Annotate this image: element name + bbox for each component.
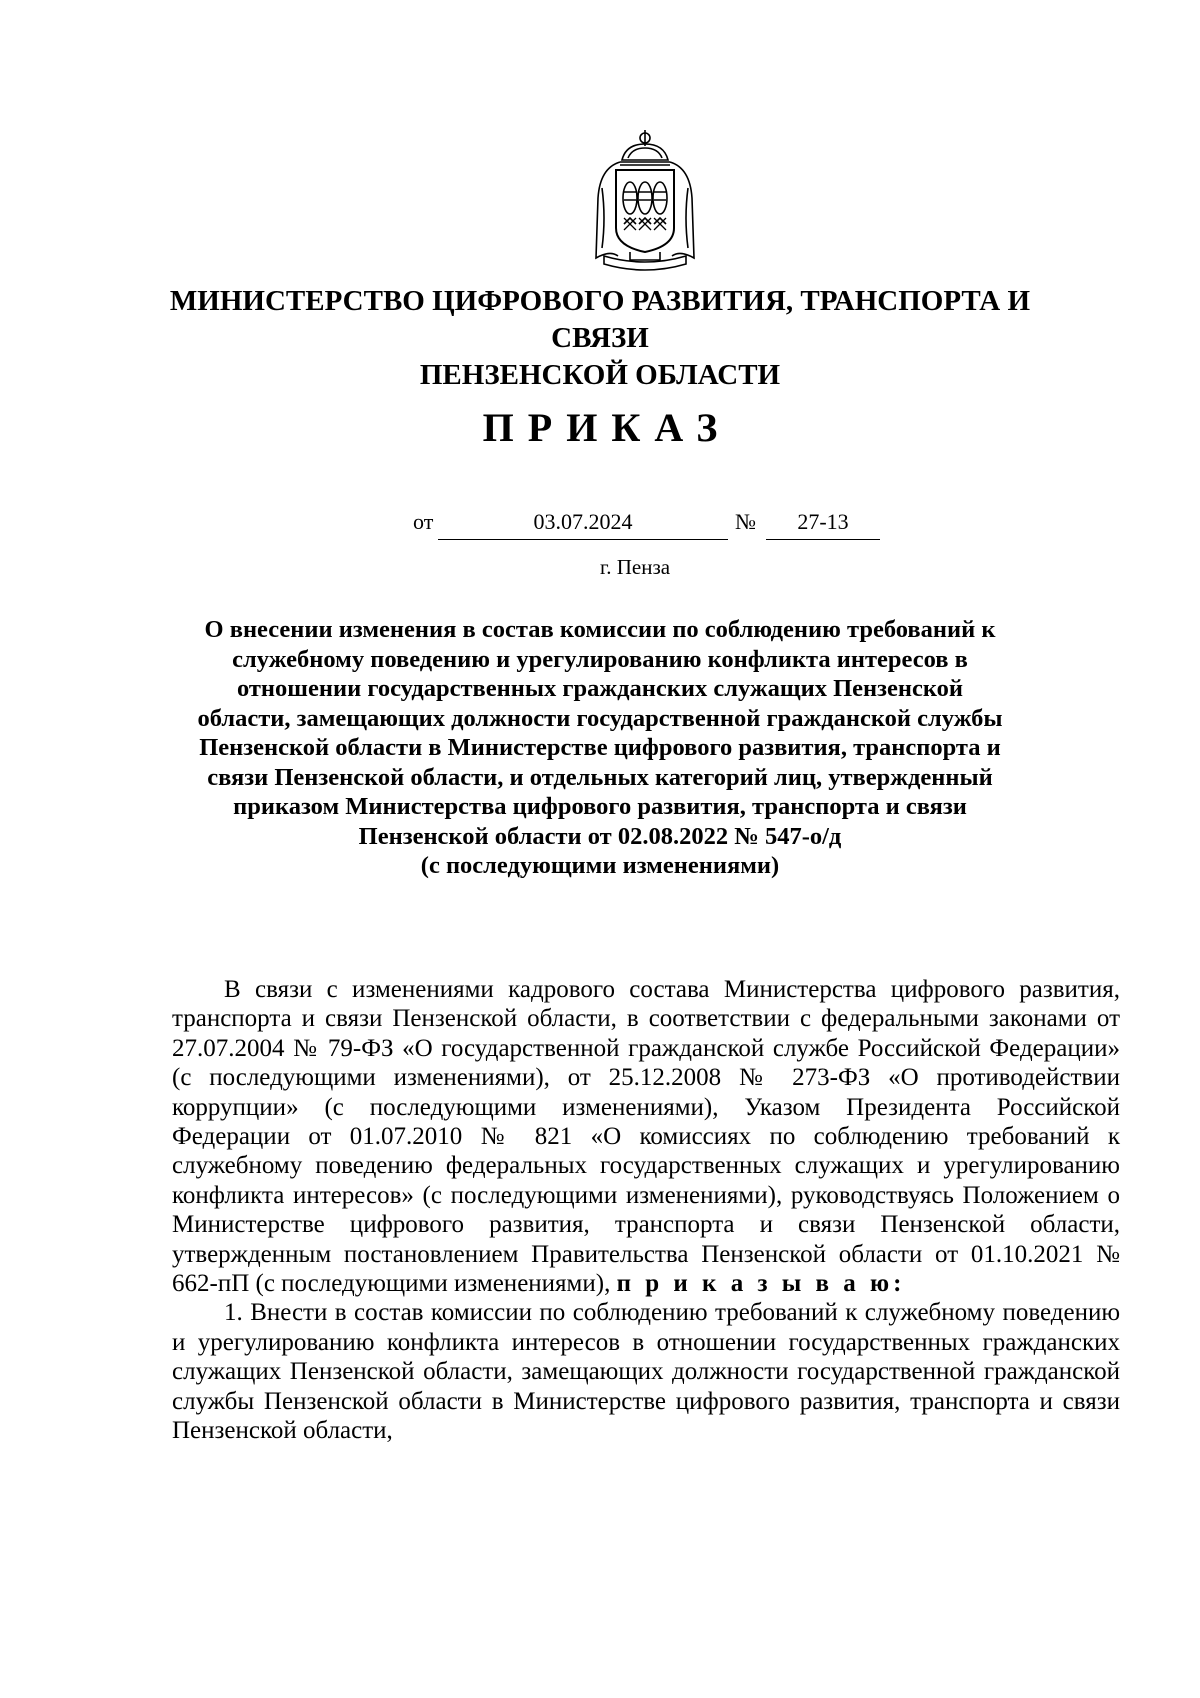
issue-city: г. Пенза bbox=[600, 555, 671, 579]
order-subject bbox=[160, 615, 1040, 881]
number-label: № bbox=[735, 509, 756, 534]
ministry-name-line1: МИНИСТЕРСТВО ЦИФРОВОГО РАЗВИТИЯ, ТРАНСПОРТА И СВЯЗИ bbox=[169, 285, 1031, 354]
subject-line: Пензенской области от 02.08.2022 № 547-о/д bbox=[358, 822, 842, 850]
order-date: 03.07.2024 bbox=[438, 509, 728, 540]
subject-line: приказом Министерства цифрового развития, транспорта и связи bbox=[233, 793, 967, 820]
coat-of-arms-icon bbox=[590, 128, 700, 278]
order-meta-row bbox=[150, 505, 1050, 541]
subject-line: О внесении изменения в состав комиссии по соблюдению требований к bbox=[204, 616, 996, 643]
subject-line: (с последующими изменениями) bbox=[420, 852, 780, 879]
decree-word: п р и к а з ы в а ю: bbox=[616, 1270, 906, 1298]
order-number: 27-13 bbox=[766, 509, 880, 540]
subject-line: связи Пензенской области, и отдельных категорий лиц, утвержденный bbox=[207, 763, 993, 791]
subject-line: отношении государственных гражданских служащих Пензенской bbox=[236, 675, 964, 702]
date-label: от bbox=[413, 509, 434, 534]
subject-line: служебному поведению и урегулированию конфликта интересов в bbox=[232, 645, 968, 673]
order-body bbox=[172, 975, 1120, 1446]
preamble-text: В связи с изменениями кадрового состава Министерства цифрового развития, транспорта и связи Пензенской области, в соответствии с федеральными законами от 27.07.2004 № 79-ФЗ «О государственной гражданской службе Российской Федерации» (с последующими изменениями), от 25.12.2008 № 273-ФЗ «О противодействии коррупции» (с последующими изменениями), Указом Президента Российской Федерации от 01.07.2010 № 821 «О комиссиях по соблюдению требований к служебному поведению федеральных государственных служащих и урегулированию конфликта интересов» (с последующими изменениями), руководствуясь Положением о Министерстве цифрового развития, транспорта и связи Пензенской области, утвержденным постановлением Правительства Пензенской области от 01.10.2021 № 662-пП (с последующими изменениями), bbox=[172, 976, 1120, 1298]
ministry-name bbox=[150, 283, 1050, 394]
document-type-title: ПРИКАЗ bbox=[482, 405, 732, 450]
subject-line: области, замещающих должности государственной гражданской службы bbox=[197, 704, 1003, 732]
clause-paragraph: 1. Внести в состав комиссии по соблюдению требований к служебному поведению и урегулированию конфликта интересов в отношении государственных гражданских служащих Пензенской области, замещающих должности государственной гражданской службы Пензенской области в Министерстве цифрового развития, транспорта и связи Пензенской области, bbox=[172, 1299, 1120, 1445]
subject-line: Пензенской области в Министерстве цифрового развития, транспорта и bbox=[199, 734, 1001, 761]
ministry-name-line2: ПЕНЗЕНСКОЙ ОБЛАСТИ bbox=[419, 359, 781, 391]
preamble-paragraph bbox=[172, 975, 1120, 1298]
